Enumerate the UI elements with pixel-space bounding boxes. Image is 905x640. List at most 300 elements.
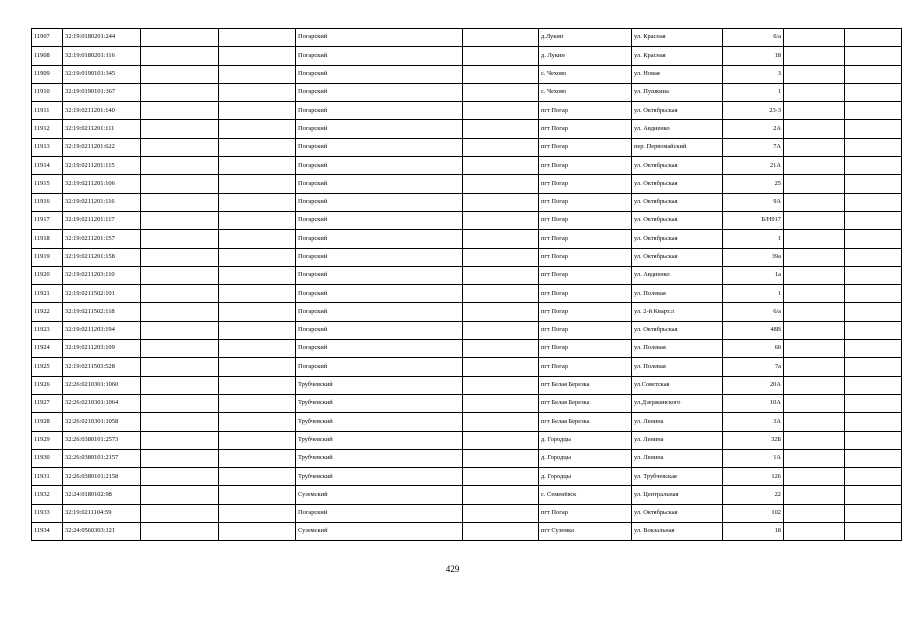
- empty-cell: [141, 285, 219, 303]
- house-number-cell: 1: [723, 285, 784, 303]
- empty-cell: [784, 29, 845, 47]
- cadastral-number-cell: 32:26:0210301:1058: [63, 413, 141, 431]
- cadastral-number-cell: 32:26:0380101:2157: [63, 449, 141, 467]
- district-cell: Погарский: [296, 193, 463, 211]
- house-number-cell: 48В: [723, 321, 784, 339]
- row-number-cell: 11929: [32, 431, 63, 449]
- locality-cell: д. Городцы: [539, 449, 632, 467]
- empty-cell: [141, 102, 219, 120]
- empty-cell: [845, 285, 902, 303]
- locality-cell: пгт Погар: [539, 266, 632, 284]
- empty-cell: [784, 120, 845, 138]
- district-cell: Трубчевский: [296, 468, 463, 486]
- street-cell: ул. Октябрьская: [632, 504, 723, 522]
- empty-cell: [784, 376, 845, 394]
- empty-cell: [141, 83, 219, 101]
- empty-cell: [784, 468, 845, 486]
- row-number-cell: 11911: [32, 102, 63, 120]
- empty-cell: [219, 248, 296, 266]
- empty-cell: [463, 47, 539, 65]
- empty-cell: [845, 303, 902, 321]
- empty-cell: [784, 449, 845, 467]
- locality-cell: пгт Погар: [539, 175, 632, 193]
- table-row: [32, 449, 902, 467]
- cadastral-number-cell: 32:26:0210301:1060: [63, 376, 141, 394]
- empty-cell: [463, 102, 539, 120]
- street-cell: ул. Октябрьская: [632, 211, 723, 229]
- row-number-cell: 11907: [32, 29, 63, 47]
- row-number-cell: 11917: [32, 211, 63, 229]
- house-number-cell: 1: [723, 230, 784, 248]
- locality-cell: пгт Погар: [539, 248, 632, 266]
- house-number-cell: 1а: [723, 266, 784, 284]
- row-number-cell: 11910: [32, 83, 63, 101]
- empty-cell: [784, 230, 845, 248]
- district-cell: Погарский: [296, 230, 463, 248]
- house-number-cell: 6/а: [723, 29, 784, 47]
- empty-cell: [784, 340, 845, 358]
- street-cell: ул. Октябрьская: [632, 230, 723, 248]
- empty-cell: [784, 47, 845, 65]
- empty-cell: [784, 358, 845, 376]
- street-cell: ул. Октябрьская: [632, 102, 723, 120]
- empty-cell: [463, 340, 539, 358]
- district-cell: Погарский: [296, 358, 463, 376]
- empty-cell: [463, 431, 539, 449]
- district-cell: Погарский: [296, 321, 463, 339]
- house-number-cell: 126: [723, 468, 784, 486]
- empty-cell: [219, 47, 296, 65]
- district-cell: Погарский: [296, 83, 463, 101]
- house-number-cell: 6/а: [723, 303, 784, 321]
- table-row: [32, 340, 902, 358]
- empty-cell: [219, 102, 296, 120]
- house-number-cell: 7а: [723, 358, 784, 376]
- house-number-cell: 39а: [723, 248, 784, 266]
- empty-cell: [141, 303, 219, 321]
- table-row: [32, 157, 902, 175]
- empty-cell: [219, 486, 296, 504]
- empty-cell: [219, 303, 296, 321]
- street-cell: ул. Авдиенко: [632, 266, 723, 284]
- registry-table-body: [32, 29, 902, 541]
- house-number-cell: 32Б: [723, 431, 784, 449]
- cadastral-number-cell: 32:19:0211201:111: [63, 120, 141, 138]
- locality-cell: с. Семенёвск: [539, 486, 632, 504]
- cadastral-number-cell: 32:19:0211201:158: [63, 248, 141, 266]
- house-number-cell: 1А: [723, 449, 784, 467]
- empty-cell: [463, 358, 539, 376]
- empty-cell: [141, 175, 219, 193]
- empty-cell: [784, 303, 845, 321]
- house-number-cell: Б/Н917: [723, 211, 784, 229]
- row-number-cell: 11915: [32, 175, 63, 193]
- cadastral-number-cell: 32:19:0211201:115: [63, 157, 141, 175]
- empty-cell: [463, 120, 539, 138]
- table-row: [32, 486, 902, 504]
- empty-cell: [463, 193, 539, 211]
- empty-cell: [845, 468, 902, 486]
- street-cell: ул. Ленина: [632, 449, 723, 467]
- house-number-cell: 18: [723, 523, 784, 541]
- cadastral-number-cell: 32:19:0211203:194: [63, 321, 141, 339]
- table-row: [32, 65, 902, 83]
- empty-cell: [141, 138, 219, 156]
- table-row: [32, 138, 902, 156]
- house-number-cell: 9А: [723, 193, 784, 211]
- row-number-cell: 11927: [32, 394, 63, 412]
- locality-cell: пгт Погар: [539, 193, 632, 211]
- empty-cell: [784, 211, 845, 229]
- empty-cell: [845, 248, 902, 266]
- empty-cell: [784, 321, 845, 339]
- empty-cell: [845, 193, 902, 211]
- district-cell: Погарский: [296, 102, 463, 120]
- row-number-cell: 11933: [32, 504, 63, 522]
- row-number-cell: 11909: [32, 65, 63, 83]
- empty-cell: [463, 394, 539, 412]
- row-number-cell: 11928: [32, 413, 63, 431]
- empty-cell: [784, 102, 845, 120]
- empty-cell: [845, 266, 902, 284]
- district-cell: Трубчевский: [296, 376, 463, 394]
- empty-cell: [141, 340, 219, 358]
- street-cell: ул. Ленина: [632, 431, 723, 449]
- empty-cell: [463, 266, 539, 284]
- cadastral-number-cell: 32:19:0211201:116: [63, 193, 141, 211]
- row-number-cell: 11934: [32, 523, 63, 541]
- table-row: [32, 358, 902, 376]
- empty-cell: [141, 394, 219, 412]
- table-row: [32, 285, 902, 303]
- cadastral-number-cell: 32:19:0190101:367: [63, 83, 141, 101]
- empty-cell: [845, 340, 902, 358]
- empty-cell: [845, 431, 902, 449]
- empty-cell: [219, 358, 296, 376]
- empty-cell: [845, 230, 902, 248]
- locality-cell: д. Лукин: [539, 47, 632, 65]
- empty-cell: [463, 321, 539, 339]
- empty-cell: [219, 504, 296, 522]
- house-number-cell: 1: [723, 83, 784, 101]
- street-cell: ул. Центральная: [632, 486, 723, 504]
- empty-cell: [463, 29, 539, 47]
- locality-cell: пгт Погар: [539, 340, 632, 358]
- empty-cell: [463, 230, 539, 248]
- empty-cell: [141, 486, 219, 504]
- table-row: [32, 431, 902, 449]
- district-cell: Трубчевский: [296, 431, 463, 449]
- empty-cell: [219, 138, 296, 156]
- street-cell: ул. Полевая: [632, 358, 723, 376]
- street-cell: ул. Красная: [632, 47, 723, 65]
- empty-cell: [141, 47, 219, 65]
- row-number-cell: 11918: [32, 230, 63, 248]
- locality-cell: пгт Погар: [539, 285, 632, 303]
- empty-cell: [219, 175, 296, 193]
- locality-cell: с. Чехово: [539, 65, 632, 83]
- row-number-cell: 11925: [32, 358, 63, 376]
- cadastral-number-cell: 32:19:0190101:345: [63, 65, 141, 83]
- empty-cell: [784, 413, 845, 431]
- cadastral-number-cell: 32:19:0211201:157: [63, 230, 141, 248]
- empty-cell: [141, 358, 219, 376]
- empty-cell: [784, 394, 845, 412]
- table-row: [32, 523, 902, 541]
- district-cell: Погарский: [296, 504, 463, 522]
- street-cell: ул. Пушкина: [632, 83, 723, 101]
- empty-cell: [463, 468, 539, 486]
- street-cell: пер. Первомайский: [632, 138, 723, 156]
- empty-cell: [845, 523, 902, 541]
- locality-cell: пгт Погар: [539, 138, 632, 156]
- street-cell: ул. Октябрьская: [632, 248, 723, 266]
- empty-cell: [845, 29, 902, 47]
- empty-cell: [784, 65, 845, 83]
- house-number-cell: 3: [723, 65, 784, 83]
- street-cell: ул. Октябрьская: [632, 157, 723, 175]
- empty-cell: [219, 83, 296, 101]
- cadastral-number-cell: 32:19:0211201:117: [63, 211, 141, 229]
- empty-cell: [845, 102, 902, 120]
- empty-cell: [845, 83, 902, 101]
- empty-cell: [219, 340, 296, 358]
- empty-cell: [845, 394, 902, 412]
- empty-cell: [141, 523, 219, 541]
- street-cell: ул. Красная: [632, 29, 723, 47]
- empty-cell: [845, 449, 902, 467]
- row-number-cell: 11912: [32, 120, 63, 138]
- cadastral-number-cell: 32:19:0211503:528: [63, 358, 141, 376]
- empty-cell: [463, 211, 539, 229]
- cadastral-number-cell: 32:19:0211502:118: [63, 303, 141, 321]
- table-row: [32, 230, 902, 248]
- row-number-cell: 11924: [32, 340, 63, 358]
- empty-cell: [845, 157, 902, 175]
- table-row: [32, 376, 902, 394]
- street-cell: ул. Октябрьская: [632, 193, 723, 211]
- empty-cell: [463, 523, 539, 541]
- table-row: [32, 248, 902, 266]
- district-cell: Погарский: [296, 248, 463, 266]
- empty-cell: [219, 413, 296, 431]
- empty-cell: [219, 321, 296, 339]
- empty-cell: [845, 120, 902, 138]
- locality-cell: пгт Погар: [539, 157, 632, 175]
- empty-cell: [219, 376, 296, 394]
- table-row: [32, 47, 902, 65]
- empty-cell: [784, 193, 845, 211]
- table-row: [32, 102, 902, 120]
- cadastral-number-cell: 32:19:0211201:106: [63, 175, 141, 193]
- cadastral-number-cell: 32:19:0211203:109: [63, 340, 141, 358]
- empty-cell: [219, 523, 296, 541]
- locality-cell: пгт Погар: [539, 321, 632, 339]
- empty-cell: [463, 248, 539, 266]
- empty-cell: [845, 65, 902, 83]
- district-cell: Трубчевский: [296, 394, 463, 412]
- empty-cell: [463, 486, 539, 504]
- empty-cell: [784, 431, 845, 449]
- district-cell: Погарский: [296, 120, 463, 138]
- street-cell: ул. Вокзальная: [632, 523, 723, 541]
- locality-cell: пгт Погар: [539, 120, 632, 138]
- district-cell: Погарский: [296, 266, 463, 284]
- empty-cell: [141, 413, 219, 431]
- house-number-cell: 18: [723, 47, 784, 65]
- row-number-cell: 11914: [32, 157, 63, 175]
- district-cell: Погарский: [296, 211, 463, 229]
- empty-cell: [784, 248, 845, 266]
- cadastral-number-cell: 32:19:0180201:116: [63, 47, 141, 65]
- street-cell: ул. Полевая: [632, 340, 723, 358]
- table-row: [32, 413, 902, 431]
- district-cell: Трубчевский: [296, 413, 463, 431]
- empty-cell: [141, 65, 219, 83]
- locality-cell: пгт Белая Березка: [539, 413, 632, 431]
- empty-cell: [463, 413, 539, 431]
- street-cell: ул. 2-й Кварт.л: [632, 303, 723, 321]
- empty-cell: [141, 266, 219, 284]
- empty-cell: [784, 83, 845, 101]
- empty-cell: [784, 523, 845, 541]
- empty-cell: [141, 193, 219, 211]
- table-row: [32, 83, 902, 101]
- street-cell: ул. Октябрьская: [632, 321, 723, 339]
- empty-cell: [845, 211, 902, 229]
- empty-cell: [463, 376, 539, 394]
- house-number-cell: 21А: [723, 157, 784, 175]
- cadastral-number-cell: 32:19:0211203:110: [63, 266, 141, 284]
- locality-cell: пгт Белая Березка: [539, 376, 632, 394]
- row-number-cell: 11922: [32, 303, 63, 321]
- house-number-cell: 102: [723, 504, 784, 522]
- locality-cell: д.Лукин: [539, 29, 632, 47]
- district-cell: Суземский: [296, 523, 463, 541]
- table-row: [32, 394, 902, 412]
- row-number-cell: 11921: [32, 285, 63, 303]
- row-number-cell: 11923: [32, 321, 63, 339]
- empty-cell: [219, 157, 296, 175]
- row-number-cell: 11913: [32, 138, 63, 156]
- empty-cell: [141, 120, 219, 138]
- table-row: [32, 29, 902, 47]
- empty-cell: [463, 157, 539, 175]
- row-number-cell: 11932: [32, 486, 63, 504]
- empty-cell: [784, 504, 845, 522]
- street-cell: ул.Советская: [632, 376, 723, 394]
- empty-cell: [463, 285, 539, 303]
- district-cell: Погарский: [296, 47, 463, 65]
- house-number-cell: 60: [723, 340, 784, 358]
- street-cell: ул. Трубчевская: [632, 468, 723, 486]
- row-number-cell: 11930: [32, 449, 63, 467]
- empty-cell: [219, 266, 296, 284]
- locality-cell: пгт Погар: [539, 102, 632, 120]
- house-number-cell: 23-3: [723, 102, 784, 120]
- empty-cell: [141, 376, 219, 394]
- empty-cell: [784, 138, 845, 156]
- empty-cell: [219, 211, 296, 229]
- empty-cell: [219, 120, 296, 138]
- table-row: [32, 120, 902, 138]
- empty-cell: [845, 138, 902, 156]
- empty-cell: [845, 504, 902, 522]
- empty-cell: [845, 175, 902, 193]
- empty-cell: [784, 266, 845, 284]
- empty-cell: [141, 504, 219, 522]
- table-row: [32, 468, 902, 486]
- empty-cell: [141, 230, 219, 248]
- house-number-cell: 20А: [723, 376, 784, 394]
- row-number-cell: 11920: [32, 266, 63, 284]
- street-cell: ул. Ленина: [632, 413, 723, 431]
- cadastral-number-cell: 32:24:0180102:98: [63, 486, 141, 504]
- house-number-cell: 3А: [723, 413, 784, 431]
- row-number-cell: 11908: [32, 47, 63, 65]
- empty-cell: [784, 175, 845, 193]
- empty-cell: [141, 468, 219, 486]
- locality-cell: пгт Суземка: [539, 523, 632, 541]
- empty-cell: [463, 303, 539, 321]
- district-cell: Погарский: [296, 175, 463, 193]
- empty-cell: [219, 230, 296, 248]
- row-number-cell: 11916: [32, 193, 63, 211]
- locality-cell: пгт Погар: [539, 230, 632, 248]
- empty-cell: [845, 47, 902, 65]
- empty-cell: [845, 376, 902, 394]
- locality-cell: пгт Погар: [539, 504, 632, 522]
- cadastral-number-cell: 32:26:0380101:2573: [63, 431, 141, 449]
- empty-cell: [219, 394, 296, 412]
- empty-cell: [845, 413, 902, 431]
- district-cell: Погарский: [296, 157, 463, 175]
- table-row: [32, 211, 902, 229]
- empty-cell: [141, 211, 219, 229]
- empty-cell: [219, 468, 296, 486]
- locality-cell: пгт Погар: [539, 211, 632, 229]
- row-number-cell: 11926: [32, 376, 63, 394]
- empty-cell: [219, 29, 296, 47]
- table-row: [32, 321, 902, 339]
- empty-cell: [784, 486, 845, 504]
- table-row: [32, 303, 902, 321]
- page-number: 429: [445, 564, 460, 574]
- house-number-cell: 22: [723, 486, 784, 504]
- house-number-cell: 25: [723, 175, 784, 193]
- empty-cell: [463, 83, 539, 101]
- cadastral-number-cell: 32:19:0211502:101: [63, 285, 141, 303]
- empty-cell: [845, 486, 902, 504]
- locality-cell: пгт Погар: [539, 358, 632, 376]
- empty-cell: [219, 431, 296, 449]
- empty-cell: [141, 449, 219, 467]
- district-cell: Трубчевский: [296, 449, 463, 467]
- empty-cell: [784, 157, 845, 175]
- empty-cell: [845, 321, 902, 339]
- cadastral-number-cell: 32:19:0211201:622: [63, 138, 141, 156]
- empty-cell: [463, 65, 539, 83]
- district-cell: Погарский: [296, 340, 463, 358]
- cadastral-number-cell: 32:19:0211201:140: [63, 102, 141, 120]
- cadastral-number-cell: 32:24:0560303:121: [63, 523, 141, 541]
- registry-table: [31, 28, 902, 541]
- empty-cell: [219, 65, 296, 83]
- street-cell: ул. Авдиенко: [632, 120, 723, 138]
- district-cell: Погарский: [296, 285, 463, 303]
- table-row: [32, 266, 902, 284]
- table-row: [32, 193, 902, 211]
